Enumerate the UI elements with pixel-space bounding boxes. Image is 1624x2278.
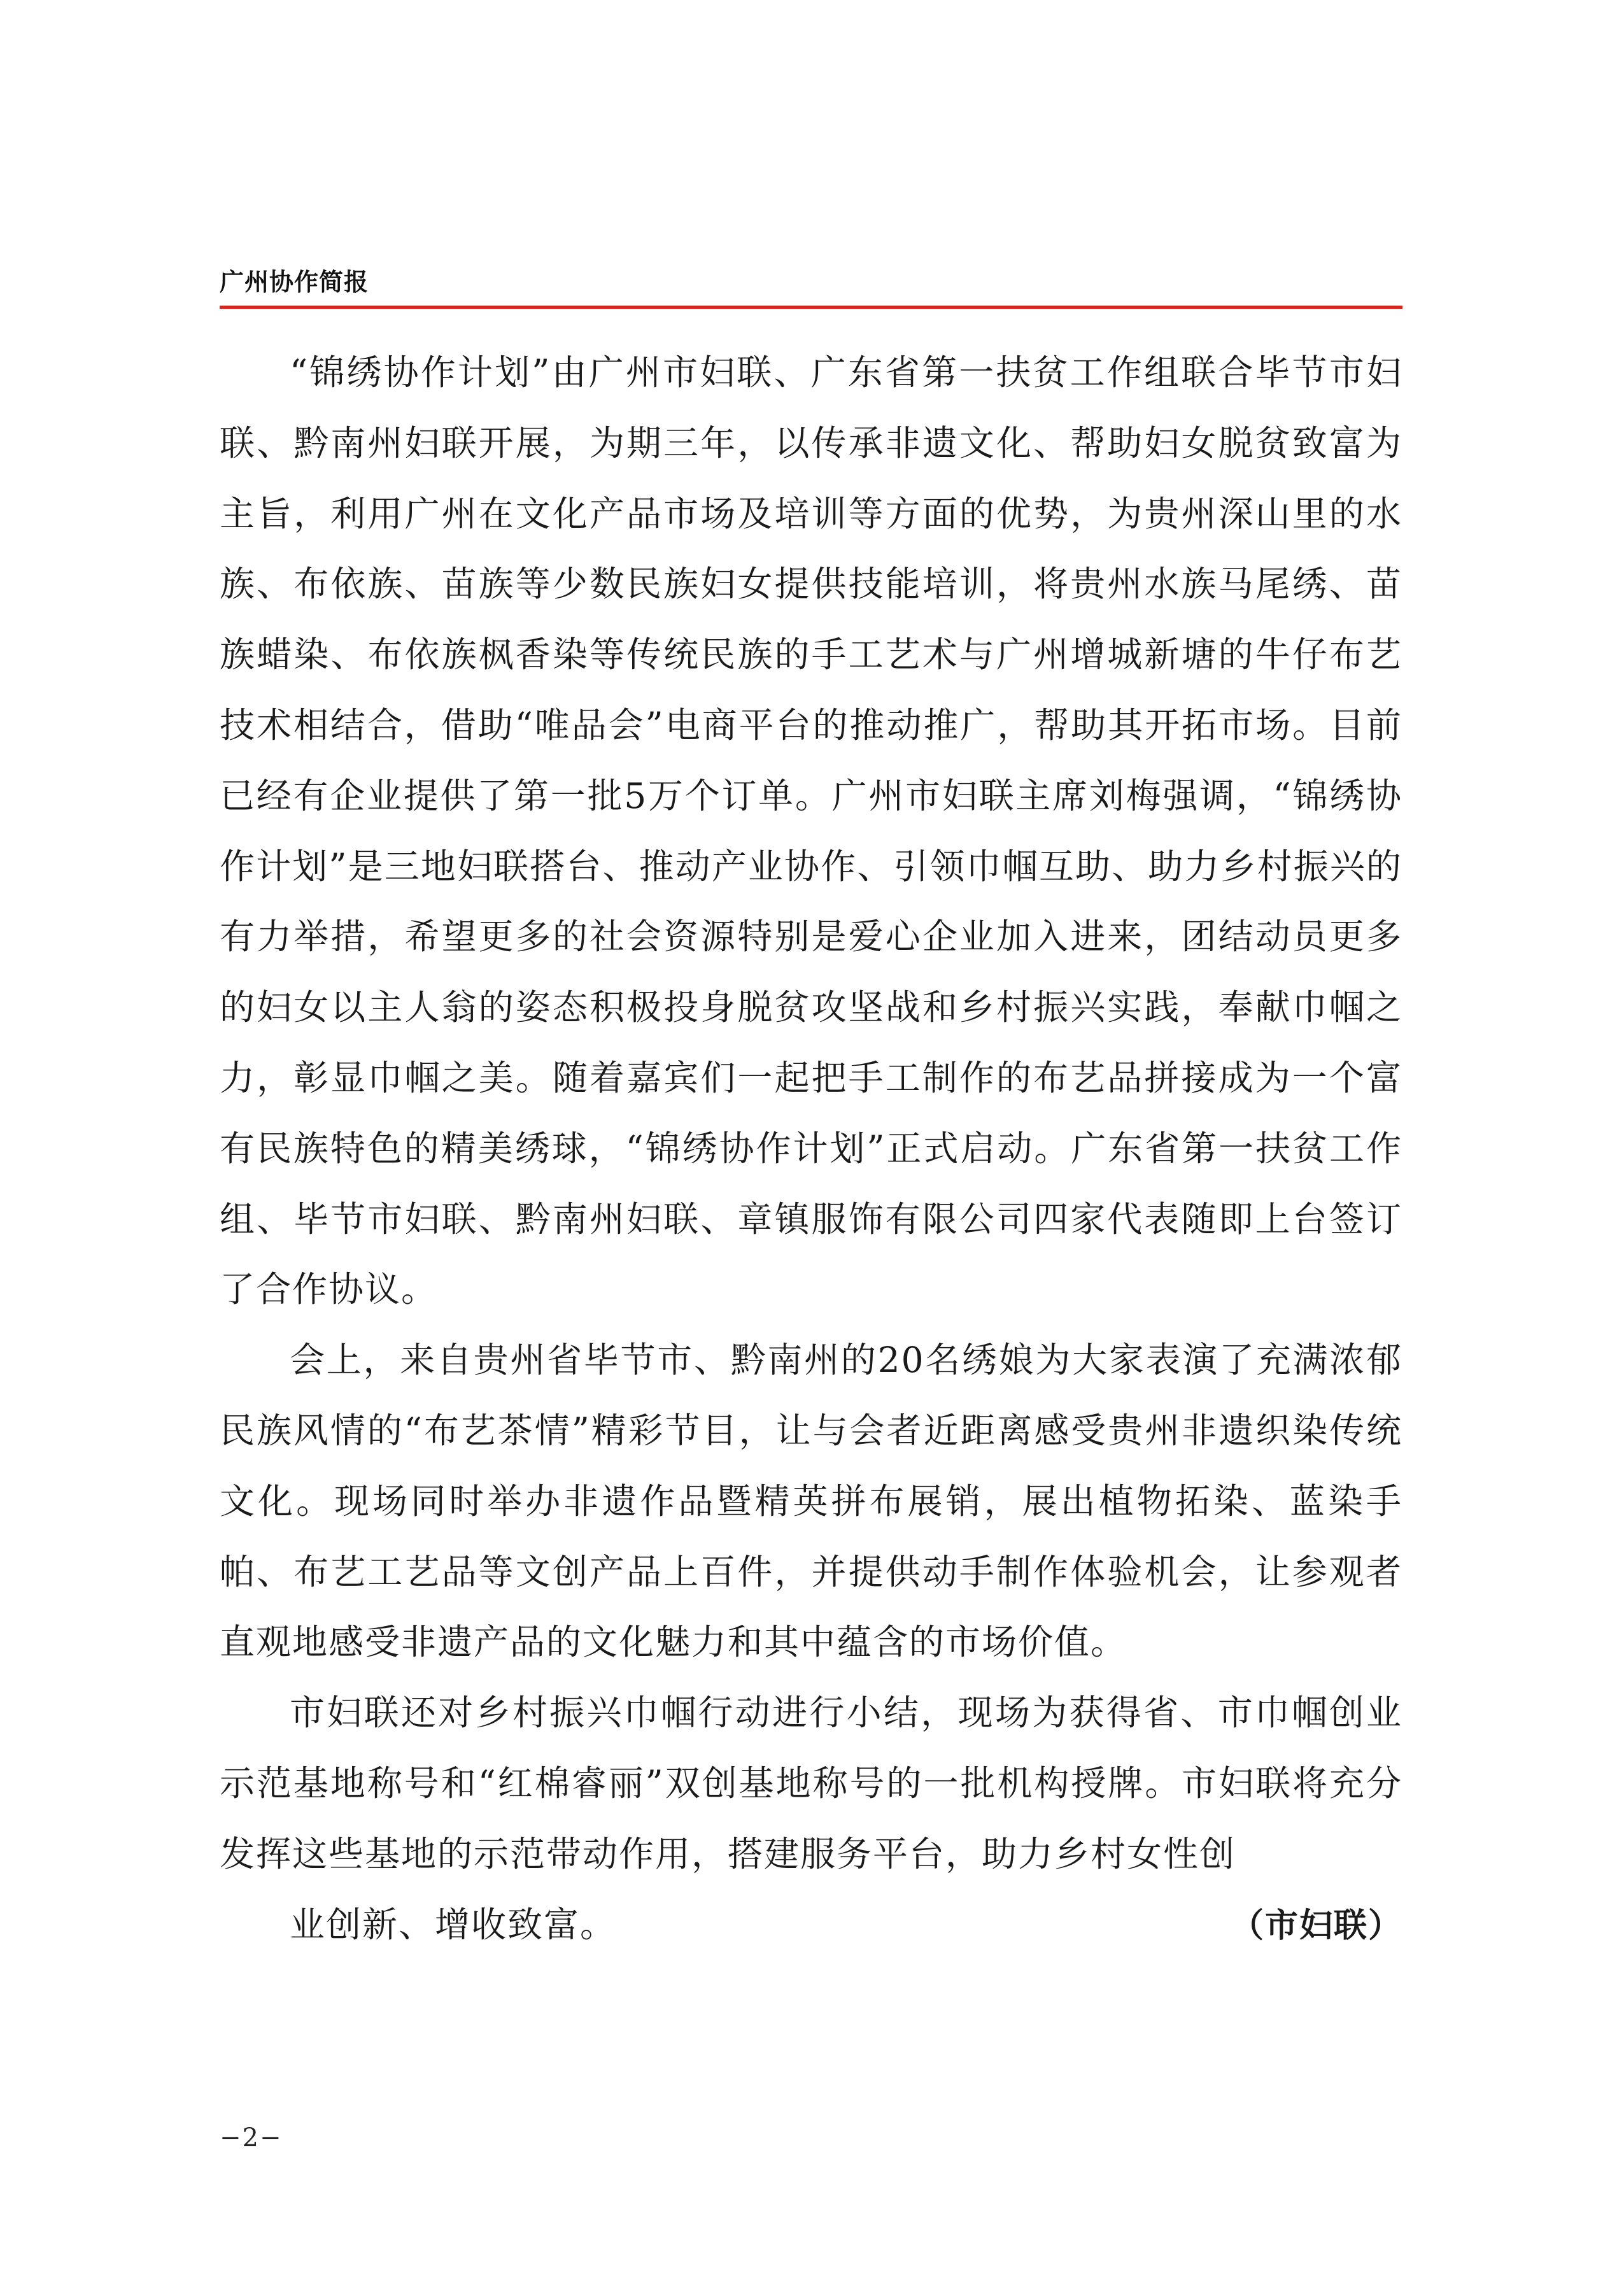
source-attribution: （市妇联） bbox=[1230, 1906, 1402, 1945]
paragraph-3-last-line bbox=[220, 1890, 1402, 1962]
paragraph-3: 市妇联还对乡村振兴巾帼行动进行小结，现场为获得省、市巾帼创业示范基地称号和“红棉睿丽”双创基地称号的一批机构授牌。市妇联将充分发挥这些基地的示范带动作用，搭建服务平台，助力乡村女性创 bbox=[220, 1692, 1402, 1874]
page-number: −2− bbox=[220, 2123, 283, 2153]
paragraph-2: 会上，来自贵州省毕节市、黔南州的20名绣娘为大家表演了充满浓郁民族风情的“布艺茶情”精彩节目，让与会者近距离感受贵州非遗织染传统文化。现场同时举办非遗作品暨精英拼布展销，展出植物拓染、蓝染手帕、布艺工艺品等文创产品上百件，并提供动手制作体验机会，让参观者直观地感受非遗产品的文化魅力和其中蕴含的市场价值。 bbox=[220, 1340, 1402, 1663]
header-divider bbox=[220, 306, 1402, 309]
paragraph-1: “锦绣协作计划”由广州市妇联、广东省第一扶贫工作组联合毕节市妇联、黔南州妇联开展，为期三年，以传承非遗文化、帮助妇女脱贫致富为主旨，利用广州在文化产品市场及培训等方面的优势，为贵州深山里的水族、布依族、苗族等少数民族妇女提供技能培训，将贵州水族马尾绣、苗族蜡染、布依族枫香染等传统民族的手工艺术与广州增城新塘的牛仔布艺技术相结合，借助“唯品会”电商平台的推动推广，帮助其开拓市场。目前已经有企业提供了第一批5万个订单。广州市妇联主席刘梅强调，“锦绣协作计划”是三地妇联搭台、推动产业协作、引领巾帼互助、助力乡村振兴的有力举措，希望更多的社会资源特别是爱心企业加入进来，团结动员更多的妇女以主人翁的姿态积极投身脱贫攻坚战和乡村振兴实践，奉献巾帼之力，彰显巾帼之美。随着嘉宾们一起把手工制作的布艺品拼接成为一个富有民族特色的精美绣球，“锦绣协作计划”正式启动。广东省第一扶贫工作组、毕节市妇联、黔南州妇联、章镇服饰有限公司四家代表随即上台签订了合作协议。 bbox=[220, 352, 1402, 1310]
header-title: 广州协作简报 bbox=[220, 268, 369, 296]
article-body bbox=[220, 337, 1402, 1961]
paragraph-3-ending: 业创新、增收致富。 bbox=[290, 1904, 617, 1945]
